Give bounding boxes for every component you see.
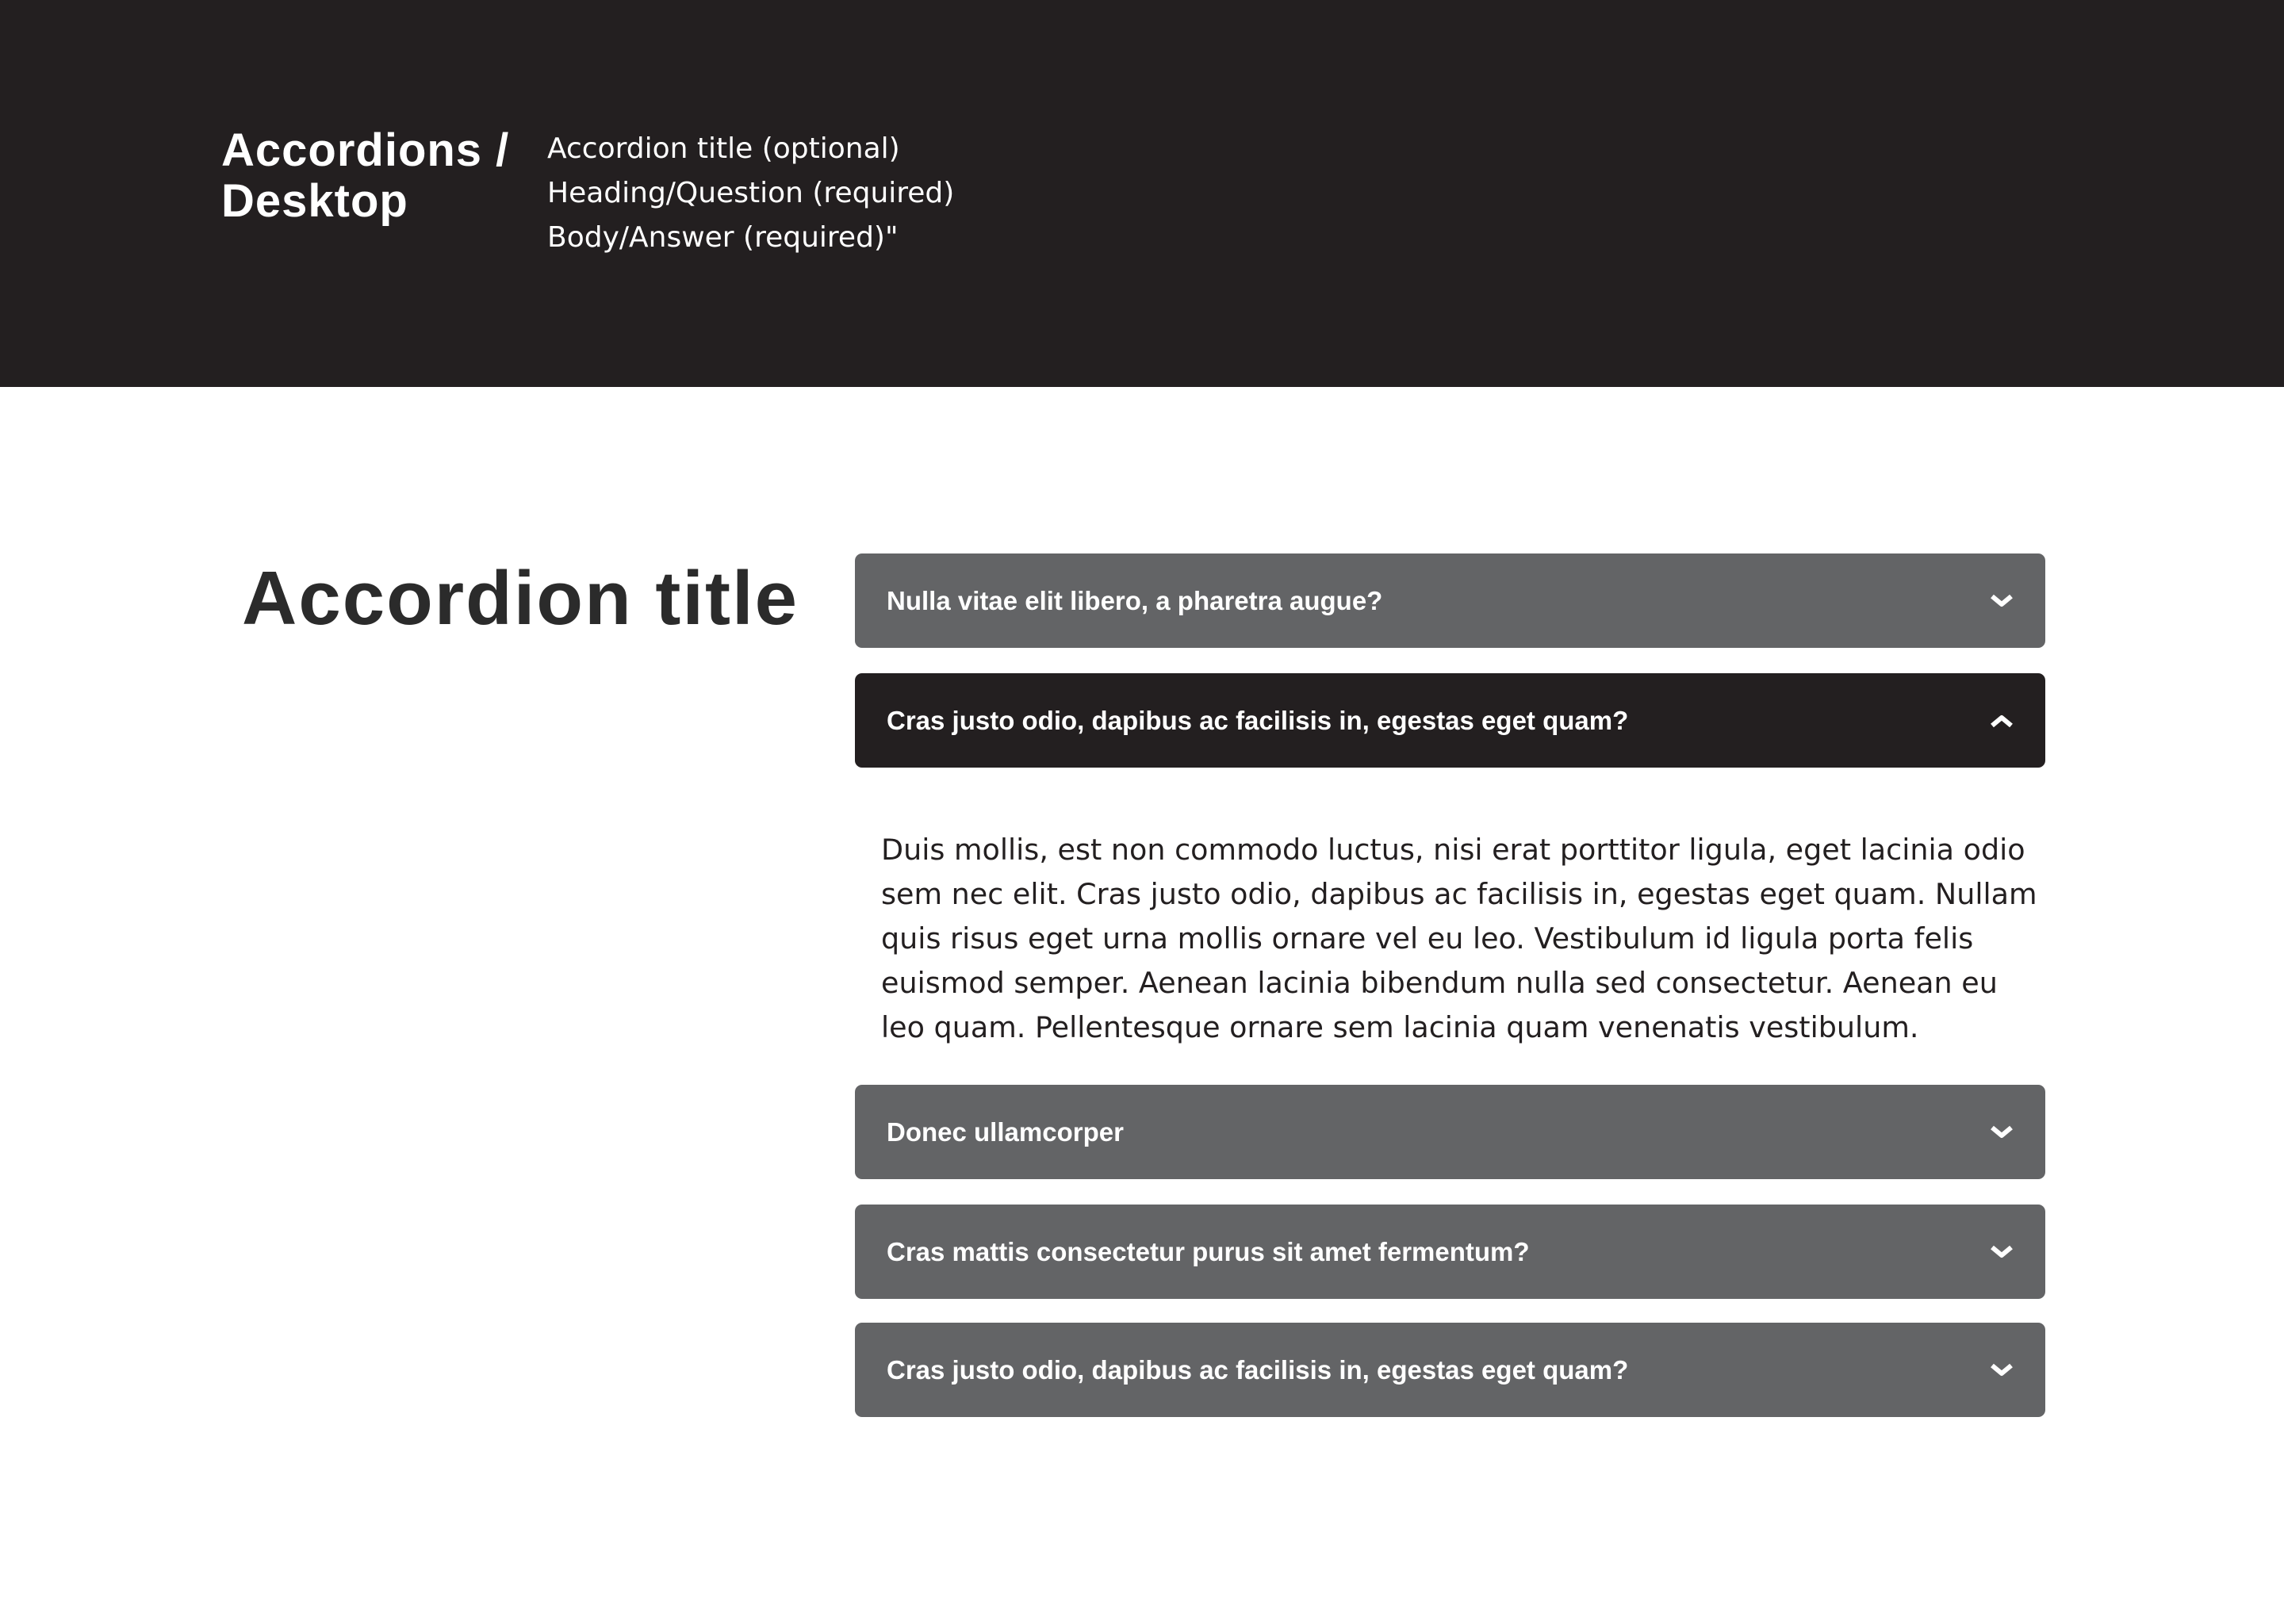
chevron-down-icon[interactable] bbox=[1988, 592, 2015, 610]
note-accordion-title: Accordion title (optional) bbox=[547, 132, 900, 165]
accordion-question: Cras mattis consectetur purus sit amet fermentum? bbox=[887, 1236, 1530, 1266]
note-body-answer: Body/Answer (required)" bbox=[547, 221, 899, 254]
accordion-item-3[interactable] bbox=[855, 1085, 2045, 1179]
accordion-question: Cras justo odio, dapibus ac facilisis in, egestas eget quam? bbox=[887, 1354, 1629, 1385]
header-title-line-2: Desktop bbox=[221, 175, 408, 227]
note-heading-question: Heading/Question (required) bbox=[547, 177, 955, 209]
chevron-up-icon[interactable] bbox=[1988, 712, 2015, 730]
chevron-down-icon[interactable] bbox=[1988, 1243, 2015, 1261]
page-header bbox=[0, 0, 2284, 387]
accordion-question: Cras justo odio, dapibus ac facilisis in, egestas eget quam? bbox=[887, 705, 1629, 735]
chevron-down-icon[interactable] bbox=[1988, 1124, 2015, 1141]
accordion-item-5[interactable] bbox=[855, 1323, 2045, 1417]
header-notes bbox=[547, 127, 954, 260]
accordion-item-4[interactable] bbox=[855, 1205, 2045, 1299]
header-title bbox=[221, 125, 509, 227]
header-title-line-1: Accordions / bbox=[221, 124, 510, 176]
chevron-down-icon[interactable] bbox=[1988, 1362, 2015, 1379]
accordion-answer: Duis mollis, est non commodo luctus, nisi erat porttitor ligula, eget lacinia odio sem nec elit. Cras justo odio, dapibus ac facilisis in, egestas eget quam. Nullam quis risus eget urna mollis ornare vel eu leo. Vestibulum id ligula porta felis euismod semper. Aenean lacinia bibendum nulla sed consectetur. Aenean eu leo quam. Pellentesque ornare sem lacinia quam venenatis vestibulum. bbox=[881, 833, 2037, 1044]
accordion-item-2[interactable] bbox=[855, 673, 2045, 768]
accordion-title: Accordion title bbox=[242, 556, 799, 641]
accordion-question: Nulla vitae elit libero, a pharetra augue? bbox=[887, 585, 1383, 615]
accordion-question: Donec ullamcorper bbox=[887, 1116, 1124, 1147]
accordion-item-1[interactable] bbox=[855, 553, 2045, 648]
